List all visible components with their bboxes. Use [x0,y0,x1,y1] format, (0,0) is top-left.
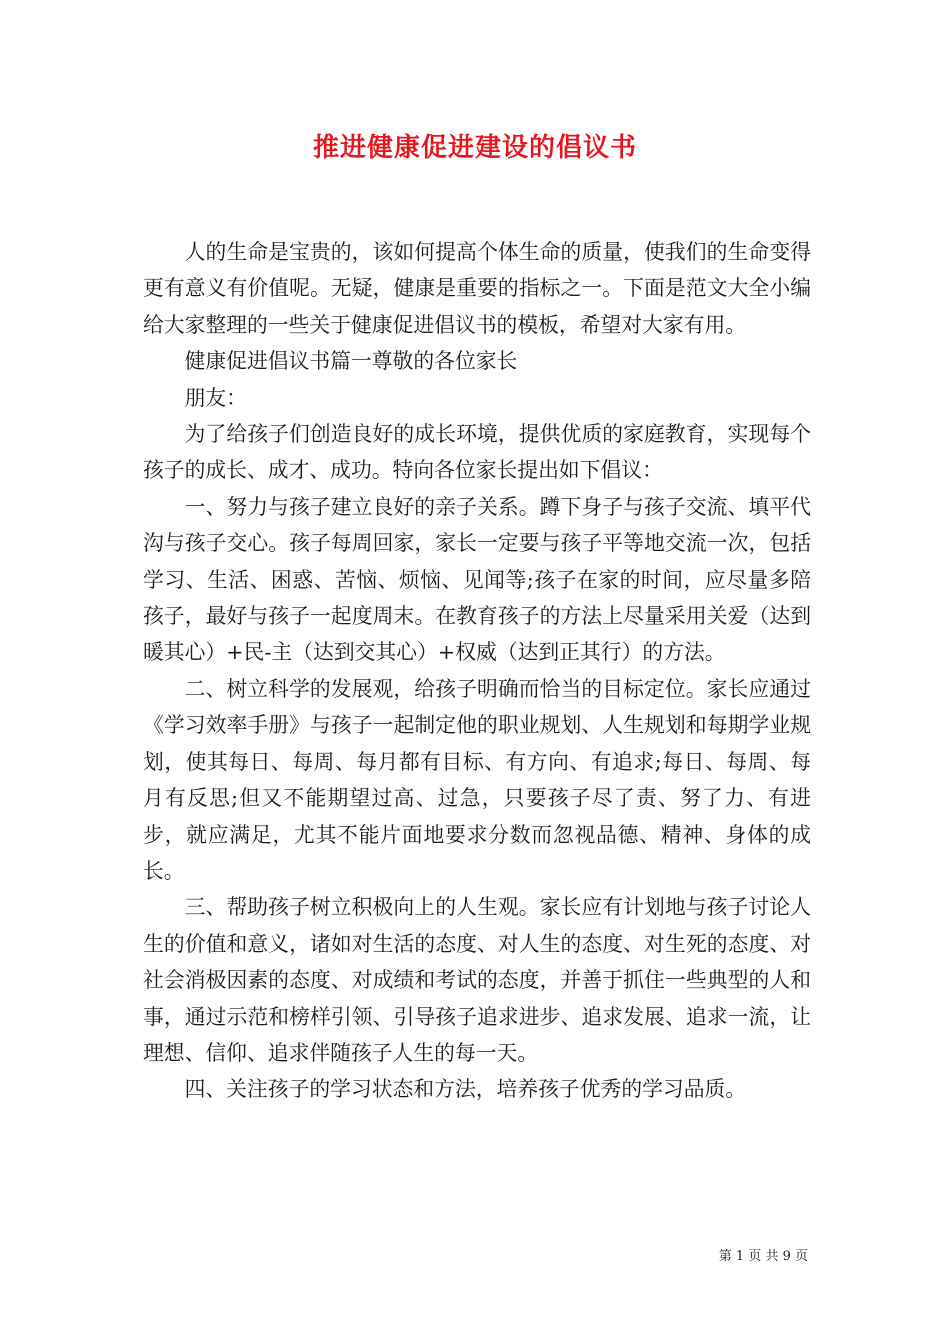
paragraph-salutation: 朋友： [184,385,247,410]
paragraph-point-2: 二、树立科学的发展观，给孩子明确而恰当的目标定位。家长应通过《学习效率手册》与孩子一起制定他的职业规划、人生规划和每期学业规划，使其每日、每周、每月都有目标、有方向、有追求;每日、每周、每月有反思;但又不能期望过高、过急，只要孩子尽了责、努了力、有进步，就应满足，尤其不能片面地要求分数而忽视品德、精神、身体的成长。 [143,676,811,883]
paragraph-point-1: 一、努力与孩子建立良好的亲子关系。蹲下身子与孩子交流、填平代沟与孩子交心。孩子每周回家，家长一定要与孩子平等地交流一次，包括学习、生活、困惑、苦恼、烦恼、见闻等;孩子在家的时间，应尽量多陪孩子，最好与孩子一起度周末。在教育孩子的方法上尽量采用关爱（达到暖其心）+民-主（达到交其心）+权威（达到正其行）的方法。 [143,494,811,665]
document-title: 推进健康促进建设的倡议书 [312,133,637,163]
page-number-footer: 第 1 页 共 9 页 [718,1249,808,1264]
paragraph-intro: 人的生命是宝贵的，该如何提高个体生命的质量，使我们的生命变得更有意义有价值呢。无疑，健康是重要的指标之一。下面是范文大全小编给大家整理的一些关于健康促进倡议书的模板，希望对大家有用。 [143,240,811,337]
paragraph-point-4: 四、关注孩子的学习状态和方法，培养孩子优秀的学习品质。 [184,1077,747,1102]
document-body [143,234,811,1108]
paragraph-section-heading: 健康促进倡议书篇一尊敬的各位家长 [184,349,518,374]
paragraph-purpose: 为了给孩子们创造良好的成长环境，提供优质的家庭教育，实现每个孩子的成长、成才、成功。特向各位家长提出如下倡议： [143,422,811,483]
paragraph-point-3: 三、帮助孩子树立积极向上的人生观。家长应有计划地与孩子讨论人生的价值和意义，诸如对生活的态度、对人生的态度、对生死的态度、对社会消极因素的态度、对成绩和考试的态度，并善于抓住一些典型的人和事，通过示范和榜样引领、引导孩子追求进步、追求发展、追求一流，让理想、信仰、追求伴随孩子人生的每一天。 [143,895,811,1065]
